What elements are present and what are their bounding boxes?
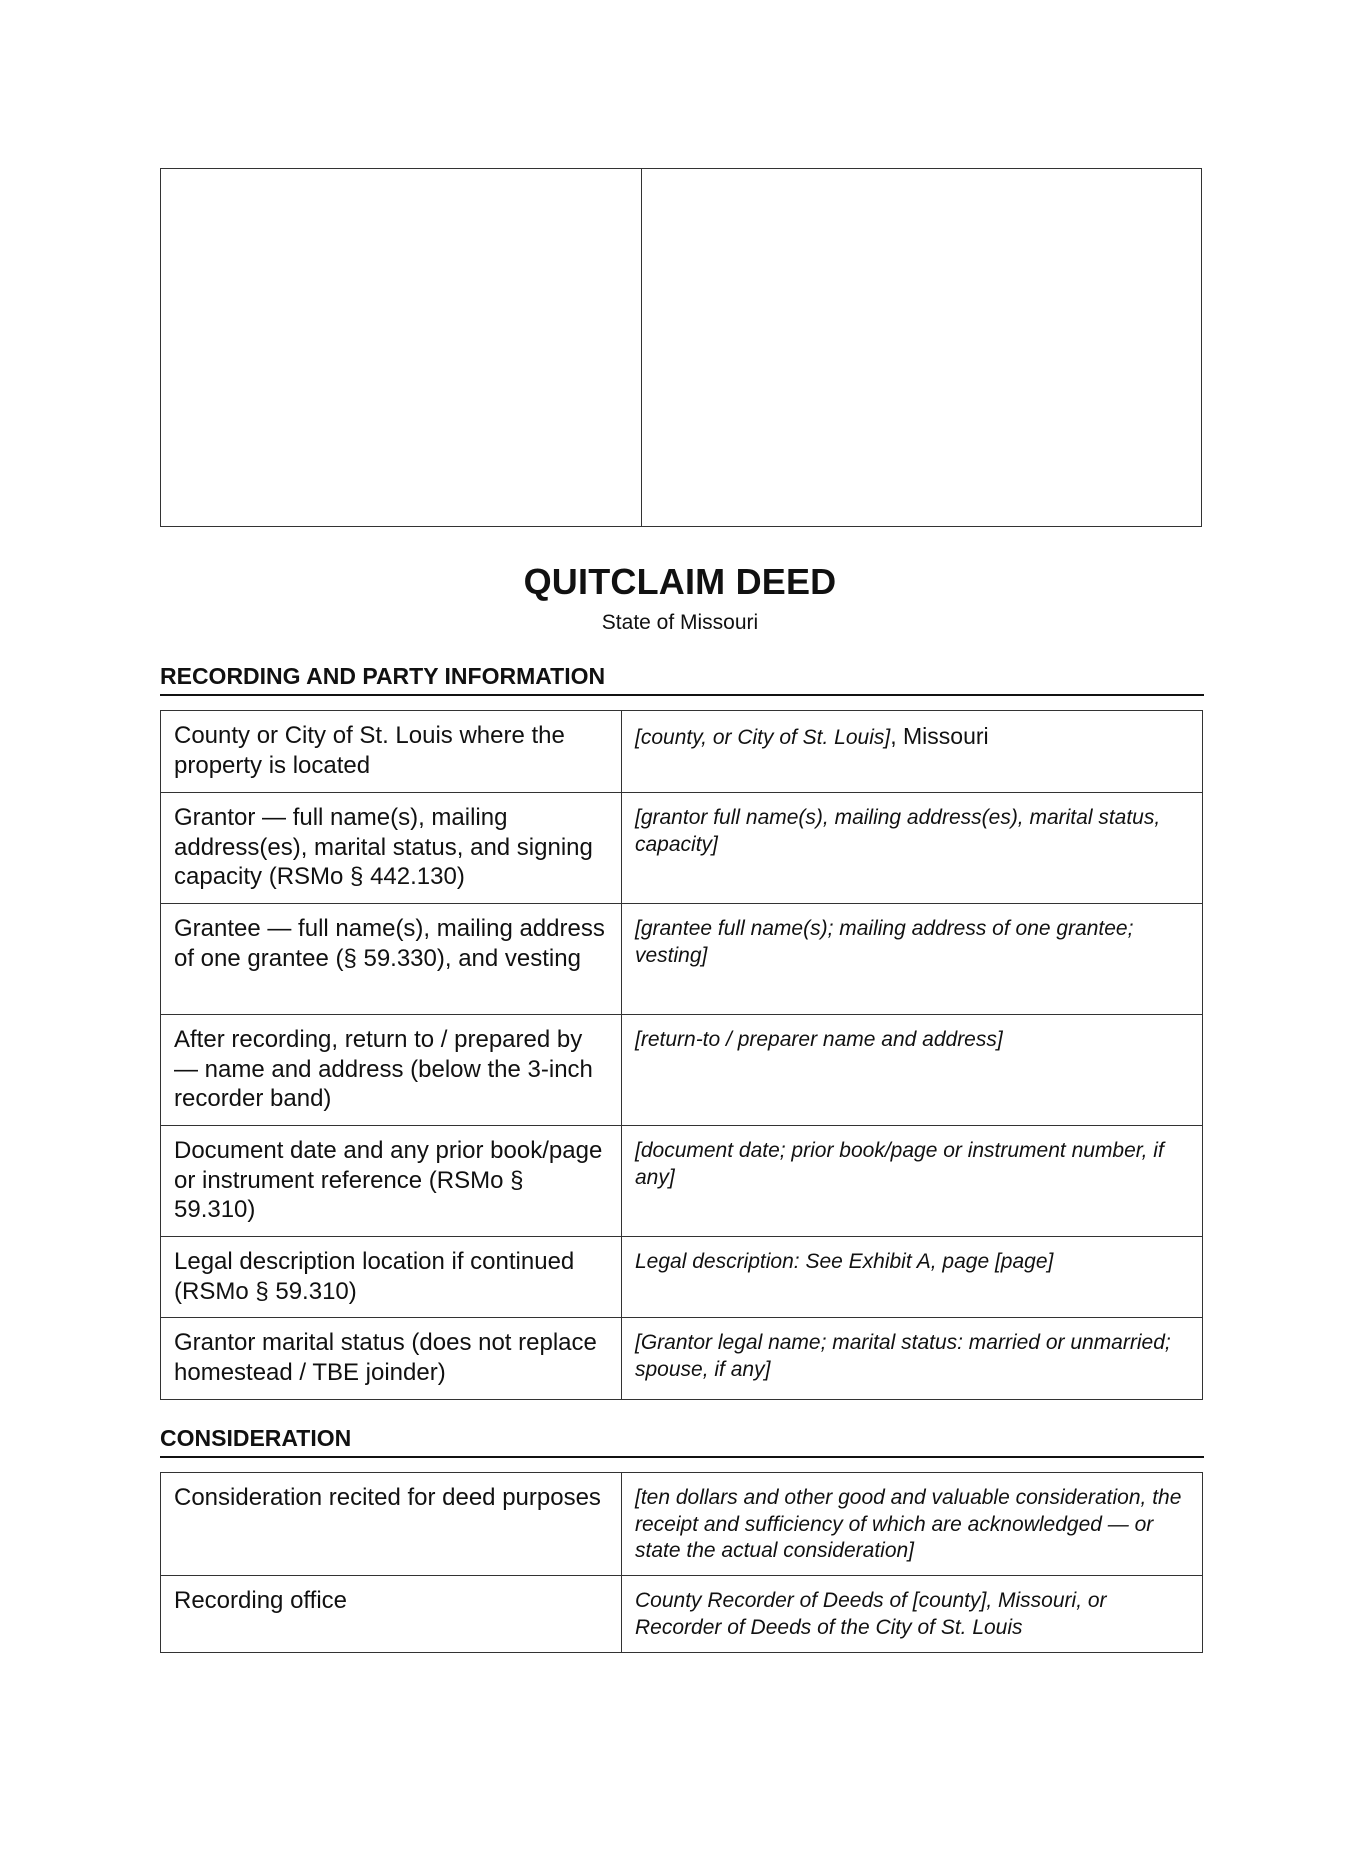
table-row (161, 711, 1203, 793)
row-value: [ten dollars and other good and valuable consideration, the receipt and sufficiency of which are acknowledged — or state the actual consideration] (622, 1473, 1203, 1576)
recorder-band (160, 168, 1202, 527)
document-title: QUITCLAIM DEED (523, 561, 837, 602)
row-label: Consideration recited for deed purposes (161, 1473, 622, 1576)
section-heading-consideration: CONSIDERATION (160, 1424, 1204, 1458)
table-row (161, 1473, 1203, 1576)
row-value-suffix: , Missouri (890, 723, 989, 749)
row-value: County Recorder of Deeds of [county], Missouri, or Recorder of Deeds of the City of St. Louis (622, 1576, 1203, 1653)
row-label: Grantor — full name(s), mailing address(es), marital status, and signing capacity (RSMo § 442.130) (161, 793, 622, 904)
row-value: [grantee full name(s); mailing address of one grantee; vesting] (622, 904, 1203, 1015)
row-value (622, 711, 1203, 793)
recorder-band-left-box (161, 169, 642, 526)
row-label: After recording, return to / prepared by — name and address (below the 3-inch recorder band) (161, 1015, 622, 1126)
table-row (161, 904, 1203, 1015)
recorder-band-right-box (642, 169, 1201, 526)
table-row (161, 1015, 1203, 1126)
recording-party-table (160, 710, 1203, 1400)
table-row (161, 793, 1203, 904)
table-row (161, 1237, 1203, 1318)
row-label: Document date and any prior book/page or instrument reference (RSMo § 59.310) (161, 1126, 622, 1237)
row-label: Legal description location if continued (RSMo § 59.310) (161, 1237, 622, 1318)
row-value: [grantor full name(s), mailing address(es), marital status, capacity] (622, 793, 1203, 904)
table-row (161, 1318, 1203, 1400)
table-row (161, 1126, 1203, 1237)
section-heading-recording-party: RECORDING AND PARTY INFORMATION (160, 662, 1204, 696)
row-value: [document date; prior book/page or instrument number, if any] (622, 1126, 1203, 1237)
row-label: Grantor marital status (does not replace homestead / TBE joinder) (161, 1318, 622, 1400)
consideration-table (160, 1472, 1203, 1653)
row-label: County or City of St. Louis where the property is located (161, 711, 622, 793)
document-subtitle: State of Missouri (601, 611, 759, 634)
row-value: [return-to / preparer name and address] (622, 1015, 1203, 1126)
table-row (161, 1576, 1203, 1653)
row-value-placeholder: [county, or City of St. Louis] (635, 726, 891, 749)
row-label: Grantee — full name(s), mailing address of one grantee (§ 59.330), and vesting (161, 904, 622, 1015)
row-value: [Grantor legal name; marital status: married or unmarried; spouse, if any] (622, 1318, 1203, 1400)
row-label: Recording office (161, 1576, 622, 1653)
row-value: Legal description: See Exhibit A, page [page] (622, 1237, 1203, 1318)
